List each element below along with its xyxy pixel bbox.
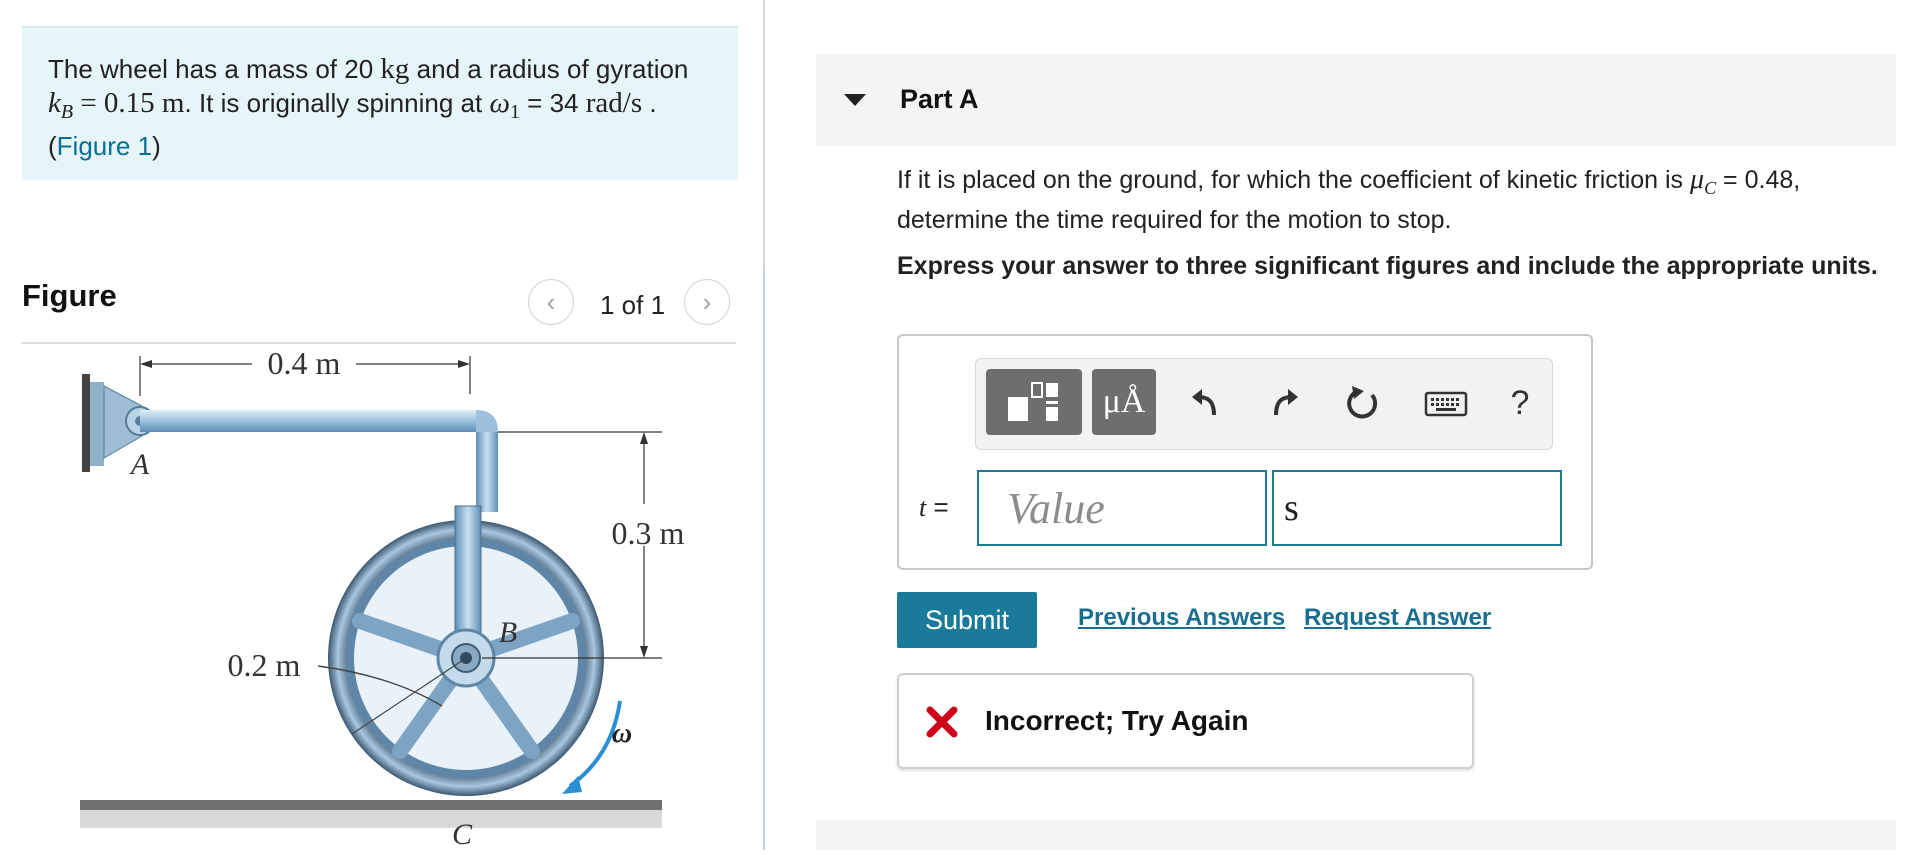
request-answer-link[interactable]: Request Answer [1304,604,1492,631]
answer-panel [897,334,1593,570]
ground [80,800,662,810]
keyboard-button[interactable] [1416,377,1476,429]
omega-subscript: 1 [509,101,520,124]
wall-bracket [90,382,104,466]
figure-title: Figure [22,278,117,313]
instruction-text: Express your answer to three significant figures and include the appropriate units. [897,252,1878,280]
undo-button[interactable] [1180,377,1232,429]
label-a: A [130,448,150,481]
equals-sign: = [933,492,949,522]
caret-down-icon[interactable] [844,94,866,106]
problem-text: . It is originally spinning at [184,88,483,118]
wall [82,374,90,472]
answer-variable-label [919,492,949,523]
units-button[interactable]: μÅ [1092,369,1156,435]
k-value: = 0.15 m [80,87,185,119]
label-c: C [451,818,473,850]
omega-unit: rad/s [585,87,643,119]
part-title: Part A [900,84,979,114]
question-line: determine the time required for the motion to stop. [897,206,1452,234]
next-part-header[interactable] [816,820,1896,850]
undo-icon [1188,385,1224,421]
problem-text: and a radius of gyration [416,54,689,84]
label-omega: ω [611,718,633,749]
previous-answers-link[interactable]: Previous Answers [1078,604,1286,631]
figure-link[interactable]: Figure 1 [56,131,153,162]
question-text [897,164,1877,236]
redo-button[interactable] [1258,377,1310,429]
variable-symbol: t [919,493,927,522]
figure-header [22,272,736,344]
figure-pager: 1 of 1 [600,290,666,320]
feedback-message: Incorrect; Try Again [985,705,1249,736]
paren: ) [152,131,161,162]
pane-divider-handle[interactable] [763,265,765,850]
submit-button[interactable]: Submit [897,592,1037,648]
value-input[interactable] [977,470,1267,546]
mu-symbol: μ [1690,164,1705,195]
omega-symbol: ω [489,87,510,119]
redo-icon [1266,385,1302,421]
dim-label-04: 0.4 m [267,346,341,381]
reset-button[interactable] [1336,377,1388,429]
wheel-diagram [22,346,736,850]
help-button[interactable]: ? [1510,383,1530,422]
prev-figure-button[interactable] [528,279,574,325]
question-line: If it is placed on the ground, for which the coefficient of kinetic friction is [897,166,1684,194]
k-symbol: k [48,87,61,119]
problem-text: . [649,88,657,118]
dim-label-03: 0.3 m [611,515,685,551]
label-b: B [498,616,518,649]
math-toolbar [975,358,1553,450]
templates-button[interactable] [986,369,1082,435]
mass-unit: kg [380,53,410,85]
feedback-box [897,673,1474,769]
reset-icon [1342,383,1382,423]
omega-value: = 34 [527,88,579,118]
part-a-header[interactable] [816,54,1896,146]
ground-shadow [80,810,662,828]
chevron-right-icon: › [702,286,712,317]
dim-label-02: 0.2 m [227,647,301,683]
paren: ( [48,131,57,162]
units-input[interactable]: s [1272,470,1562,546]
left-pane [0,0,764,850]
templates-icon [1004,377,1064,427]
keyboard-icon [1424,389,1468,417]
mu-value: = 0.48, [1723,166,1801,194]
problem-text: The wheel has a mass of 20 [48,54,374,84]
problem-statement [22,26,738,180]
figure-image [22,346,736,850]
figure-divider [22,342,736,344]
chevron-left-icon: ‹ [546,286,556,317]
k-subscript: B [60,101,74,124]
error-x-icon [925,705,959,739]
mu-subscript: C [1704,178,1717,198]
next-figure-button[interactable] [684,279,730,325]
